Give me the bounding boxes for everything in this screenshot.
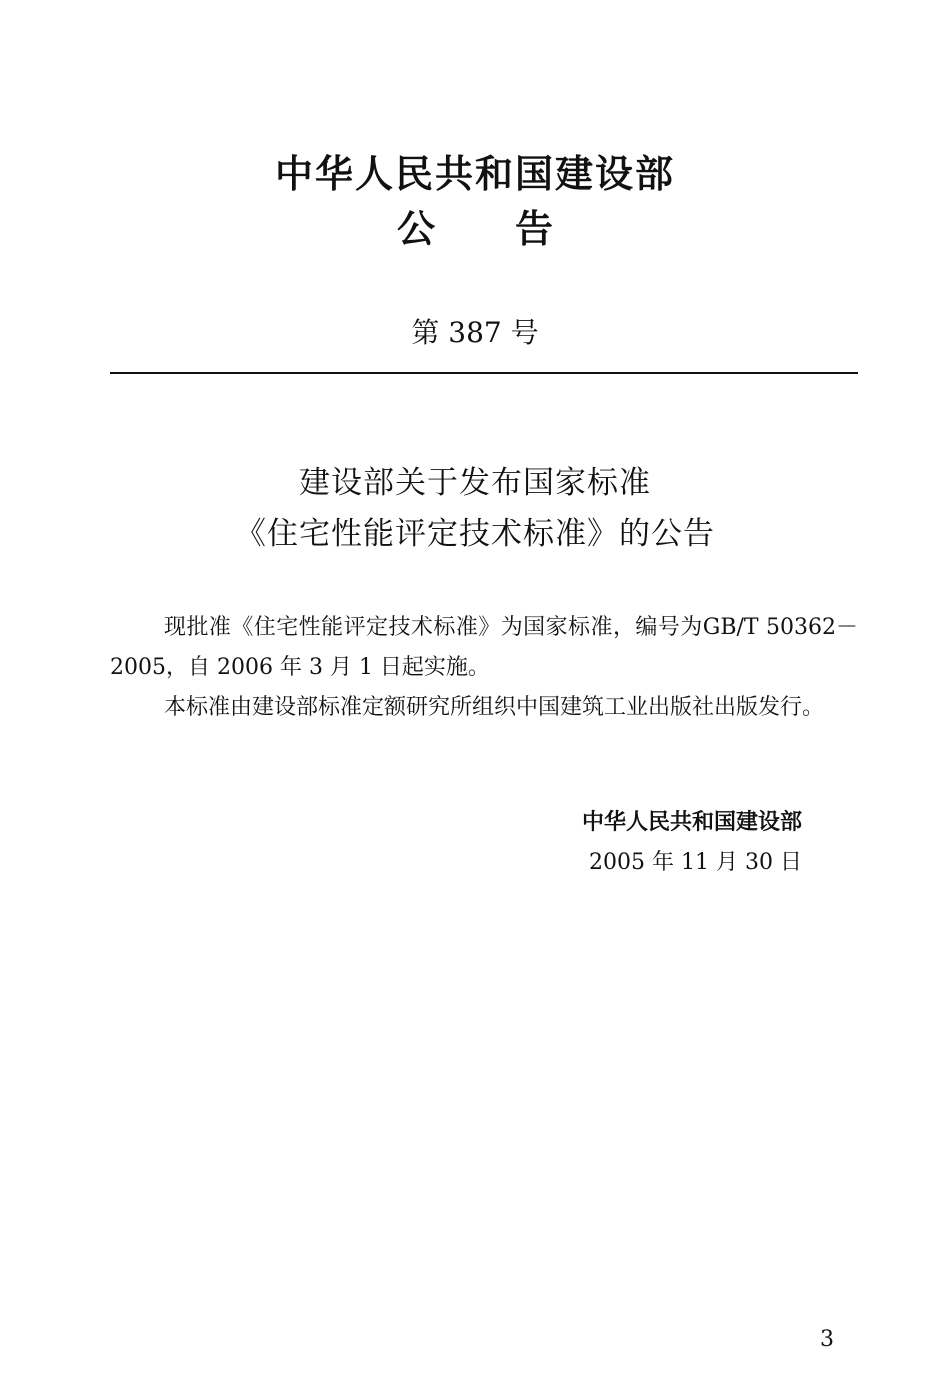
announcement-title-line-1: 建设部关于发布国家标准 <box>299 465 651 501</box>
announcement-title-line-2: 《住宅性能评定技术标准》的公告 <box>235 516 715 552</box>
signature-date: 2005 年 11 月 30 日 <box>589 850 802 875</box>
body-paragraph-1: 现批准《住宅性能评定技术标准》为国家标准，编号为GB/T 50362－2005，自 2006 年 3 月 1 日起实施。 <box>110 615 858 680</box>
body-paragraph-2: 本标准由建设部标准定额研究所组织中国建筑工业出版社出版发行。 <box>164 695 825 720</box>
header-divider <box>110 372 858 374</box>
signature-organization: 中华人民共和国建设部 <box>581 810 802 835</box>
ministry-heading: 中华人民共和国建设部 <box>274 152 675 196</box>
notice-heading: 公告 <box>396 207 633 251</box>
page-number: 3 <box>820 1327 834 1352</box>
notice-number: 第 387 号 <box>411 316 539 349</box>
